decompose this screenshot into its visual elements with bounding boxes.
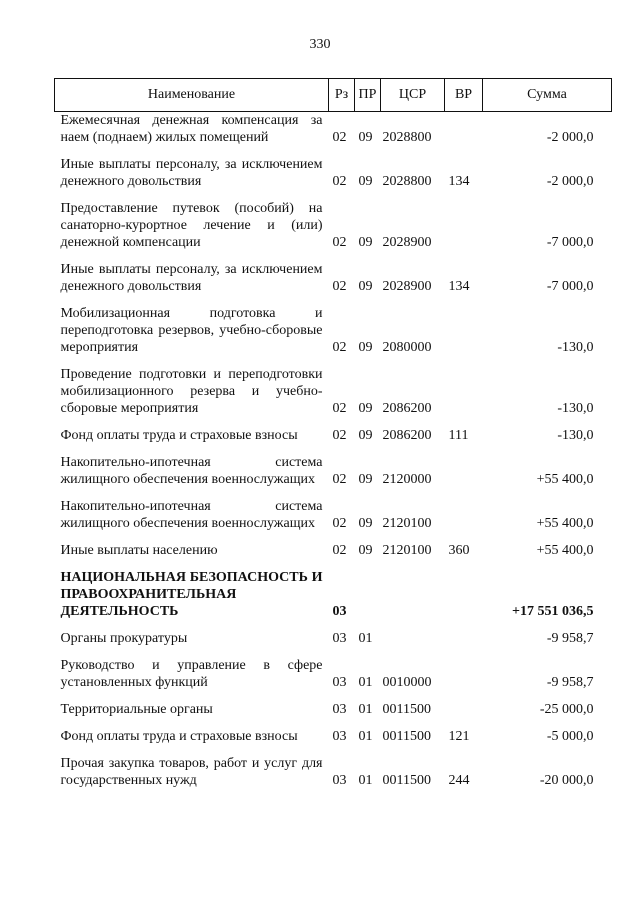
- cell-sum: -7 000,0: [546, 279, 594, 294]
- table-row: [55, 112, 612, 147]
- cell-rz: 02: [332, 340, 347, 355]
- cell-vr: [445, 190, 483, 251]
- cell-rz: 02: [332, 130, 347, 145]
- header-name: Наименование: [55, 79, 329, 112]
- cell-vr: 121: [448, 729, 470, 744]
- cell-rz: 02: [332, 401, 347, 416]
- cell-pr: 01: [358, 773, 373, 788]
- cell-pr: 09: [358, 543, 373, 558]
- cell-vr: 111: [448, 428, 469, 443]
- cell-pr: [355, 559, 381, 620]
- cell-sum: -2 000,0: [546, 130, 594, 145]
- cell-rz: 02: [332, 472, 347, 487]
- cell-rz: 03: [332, 604, 347, 619]
- cell-sum: -130,0: [557, 340, 594, 355]
- cell-csr: 2028900: [382, 235, 432, 250]
- table-row: [55, 718, 612, 745]
- cell-name: Предоставление путевок (пособий) на санаторно-курортное лечение и (или) денежной компенсации: [60, 201, 323, 250]
- cell-rz: 02: [332, 516, 347, 531]
- cell-pr: 09: [358, 401, 373, 416]
- cell-sum: -130,0: [557, 401, 594, 416]
- cell-vr: [445, 112, 483, 147]
- cell-name: Руководство и управление в сфере установленных функций: [60, 658, 323, 690]
- cell-csr: 2028800: [382, 130, 432, 145]
- cell-pr: 01: [358, 702, 373, 717]
- table-row: [55, 532, 612, 559]
- cell-csr: 2120100: [382, 516, 432, 531]
- header-sum: Сумма: [483, 79, 612, 112]
- cell-sum: -130,0: [557, 428, 594, 443]
- cell-sum: -9 958,7: [546, 631, 594, 646]
- cell-sum: -25 000,0: [539, 702, 594, 717]
- cell-pr: 01: [358, 729, 373, 744]
- cell-csr: 0010000: [382, 675, 432, 690]
- header-rz: Рз: [329, 79, 355, 112]
- budget-table: [54, 78, 612, 789]
- cell-csr: 2028900: [382, 279, 432, 294]
- header-vr: ВР: [445, 79, 483, 112]
- cell-vr: [445, 691, 483, 718]
- cell-name: Иные выплаты персоналу, за исключением денежного довольствия: [60, 262, 323, 294]
- cell-vr: [445, 444, 483, 488]
- table-row: [55, 647, 612, 691]
- table-row: [55, 356, 612, 417]
- cell-sum: -7 000,0: [546, 235, 594, 250]
- cell-sum: +17 551 036,5: [512, 604, 594, 619]
- cell-rz: 03: [332, 675, 347, 690]
- cell-sum: -5 000,0: [546, 729, 594, 744]
- cell-csr: 0011500: [382, 729, 431, 744]
- cell-name: Накопительно-ипотечная система жилищного обеспечения военнослужащих: [60, 455, 323, 487]
- cell-pr: 09: [358, 235, 373, 250]
- cell-pr: 09: [358, 428, 373, 443]
- cell-csr: 0011500: [382, 702, 431, 717]
- cell-pr: 09: [358, 279, 373, 294]
- cell-sum: -20 000,0: [539, 773, 594, 788]
- header-pr: ПР: [355, 79, 381, 112]
- cell-sum: -9 958,7: [546, 675, 594, 690]
- cell-vr: [445, 356, 483, 417]
- cell-pr: 09: [358, 340, 373, 355]
- table-row: [55, 417, 612, 444]
- cell-name: Территориальные органы: [60, 702, 213, 717]
- cell-rz: 02: [332, 174, 347, 189]
- cell-rz: 02: [332, 235, 347, 250]
- cell-csr: 2086200: [382, 428, 432, 443]
- cell-csr: [381, 620, 445, 647]
- cell-rz: 03: [332, 631, 347, 646]
- cell-csr: 2120000: [382, 472, 432, 487]
- cell-csr: 2086200: [382, 401, 432, 416]
- cell-vr: 244: [448, 773, 470, 788]
- cell-name: Фонд оплаты труда и страховые взносы: [60, 729, 298, 744]
- table-row: [55, 146, 612, 190]
- cell-name: Органы прокуратуры: [60, 631, 188, 646]
- cell-name: Иные выплаты населению: [60, 543, 218, 558]
- cell-vr: [445, 295, 483, 356]
- cell-rz: 02: [332, 543, 347, 558]
- cell-sum: -2 000,0: [546, 174, 594, 189]
- cell-rz: 03: [332, 702, 347, 717]
- cell-name: Накопительно-ипотечная система жилищного обеспечения военнослужащих: [60, 499, 323, 531]
- page-number: 330: [309, 37, 331, 52]
- table-row: [55, 559, 612, 620]
- cell-csr: 2080000: [382, 340, 432, 355]
- cell-vr: [445, 647, 483, 691]
- table-row: [55, 295, 612, 356]
- cell-name: Фонд оплаты труда и страховые взносы: [60, 428, 298, 443]
- cell-name: Мобилизационная подготовка и переподготовка резервов, учебно-сборовые мероприятия: [60, 306, 323, 355]
- cell-rz: 02: [332, 428, 347, 443]
- table-row: [55, 745, 612, 789]
- cell-name: Иные выплаты персоналу, за исключением денежного довольствия: [60, 157, 323, 189]
- table-row: [55, 444, 612, 488]
- header-csr: ЦСР: [381, 79, 445, 112]
- cell-pr: 09: [358, 174, 373, 189]
- cell-csr: [381, 559, 445, 620]
- cell-csr: 2028800: [382, 174, 432, 189]
- cell-vr: 134: [448, 174, 470, 189]
- cell-pr: 09: [358, 472, 373, 487]
- table-row: [55, 251, 612, 295]
- cell-sum: +55 400,0: [536, 472, 594, 487]
- cell-csr: 2120100: [382, 543, 432, 558]
- cell-vr: [445, 559, 483, 620]
- cell-name: НАЦИОНАЛЬНАЯ БЕЗОПАСНОСТЬ И ПРАВООХРАНИТЕЛЬНАЯ ДЕЯТЕЛЬНОСТЬ: [60, 570, 323, 619]
- cell-csr: 0011500: [382, 773, 431, 788]
- cell-vr: 360: [448, 543, 470, 558]
- cell-vr: [445, 620, 483, 647]
- table-row: [55, 691, 612, 718]
- cell-rz: 02: [332, 279, 347, 294]
- cell-name: Проведение подготовки и переподготовки мобилизационного резерва и учебно-сборовые мероприятия: [60, 367, 323, 416]
- cell-name: Ежемесячная денежная компенсация за наем (поднаем) жилых помещений: [60, 113, 323, 145]
- cell-vr: [445, 488, 483, 532]
- cell-pr: 09: [358, 516, 373, 531]
- cell-pr: 09: [358, 130, 373, 145]
- cell-sum: +55 400,0: [536, 543, 594, 558]
- cell-name: Прочая закупка товаров, работ и услуг для государственных нужд: [60, 756, 323, 788]
- cell-pr: 01: [358, 675, 373, 690]
- cell-rz: 03: [332, 729, 347, 744]
- table-row: [55, 620, 612, 647]
- table-row: [55, 190, 612, 251]
- cell-sum: +55 400,0: [536, 516, 594, 531]
- cell-vr: 134: [448, 279, 470, 294]
- cell-rz: 03: [332, 773, 347, 788]
- table-header-row: [55, 79, 612, 112]
- cell-pr: 01: [358, 631, 373, 646]
- table-row: [55, 488, 612, 532]
